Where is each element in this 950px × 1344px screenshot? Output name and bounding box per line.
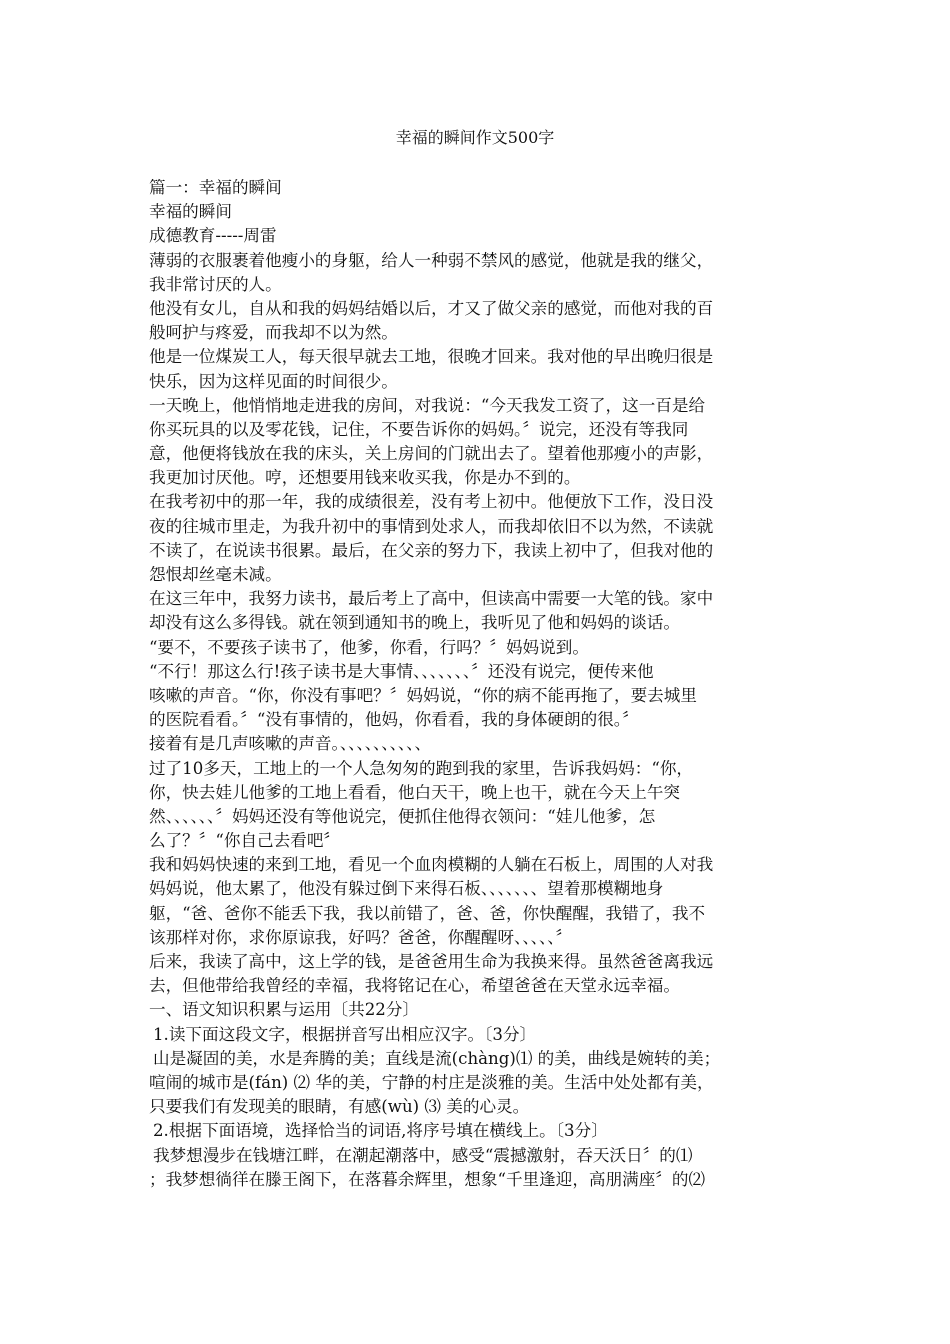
text-line: 咳嗽的声音。“你，你没有事吧？〞妈妈说，“你的病不能再拖了，要去城里 [149,685,697,705]
text-line: 却没有这么多得钱。就在领到通知书的晚上，我听见了他和妈妈的谈话。 [149,613,680,633]
document-body [149,176,801,1192]
text-line: 夜的往城市里走，为我升初中的事情到处求人，而我却依旧不以为然，不读就 [149,516,714,536]
text-line: 我和妈妈快速的来到工地，看见一个血肉模糊的人躺在石板上，周围的人对我 [149,855,714,875]
text-line: 妈妈说，他太累了，他没有躲过倒下来得石板、、、、、、、望着那模糊地身 [149,879,664,899]
text-line: 你买玩具的以及零花钱，记住，不要告诉你的妈妈。〞说完，还没有等我同 [149,419,689,439]
essay-title: 幸福的瞬间 [149,202,232,222]
text-line: 薄弱的衣服裹着他瘦小的身躯，给人一种弱不禁风的感觉，他就是我的继父， [149,250,714,270]
question-1: 1.读下面这段文字，根据拼音写出相应汉字。〔3分〕 [153,1024,537,1044]
text-line: 去，但他带给我曾经的幸福，我将铭记在心，希望爸爸在天堂永远幸福。 [149,976,680,996]
question-text-line: 只要我们有发现美的眼睛，有感(wù) ⑶ 美的心灵。 [149,1097,530,1117]
question-text-line: ；我梦想徜徉在滕王阁下，在落暮余辉里，想象“千里逢迎，高朋满座〞的⑵ [149,1169,706,1189]
text-line: 我非常讨厌的人。 [149,274,282,294]
text-line: 接着有是几声咳嗽的声音。、、、、、、、、、、 [149,734,432,754]
text-line: 我更加讨厌他。哼，还想要用钱来收买我，你是办不到的。 [149,468,581,488]
question-2: 2.根据下面语境，选择恰当的词语,将序号填在横线上。〔3分〕 [153,1121,608,1141]
text-line: 么了？〞“你自己去看吧〞 [149,831,341,851]
text-line: 后来，我读了高中，这上学的钱，是爸爸用生命为我换来得。虽然爸爸离我远 [149,952,714,971]
text-line: 意，他便将钱放在我的床头，关上房间的门就出去了。望着他那瘦小的声影， [149,444,714,464]
text-line: 躯，“爸、爸你不能丢下我，我以前错了，爸、爸，你快醒醒，我错了，我不 [149,903,706,923]
section-heading: 篇一：幸福的瞬间 [149,178,282,197]
text-line: 快乐，因为这样见面的时间很少。 [149,371,398,391]
question-text-line: 喧闹的城市是(fán) ⑵ 华的美，宁静的村庄是淡雅的美。生活中处处都有美， [149,1072,714,1092]
text-line: 该那样对你，求你原谅我，好吗？爸爸，你醒醒呀、、、、、〞 [149,927,573,947]
document-title: 幸福的瞬间作文500字 [395,128,555,147]
question-text-line: 我梦想漫步在钱塘江畔，在潮起潮落中，感受“震撼激射，吞天沃日〞的⑴ [153,1145,693,1165]
text-line: 怨恨却丝毫未减。 [149,565,282,584]
question-text-line: 山是凝固的美，水是奔腾的美；直线是流(chàng)⑴ 的美，曲线是婉转的美； [153,1048,721,1068]
text-line: “要不，不要孩子读书了，他爹，你看，行吗？〞妈妈说到。 [149,637,589,657]
text-line: 在我考初中的那一年，我的成绩很差，没有考上初中。他便放下工作，没日没 [149,492,714,512]
text-line: 他是一位煤炭工人，每天很早就去工地，很晚才回来。我对他的早出晚归很是 [149,347,714,367]
text-line: 的医院看看。〞“没有事情的，他妈，你看看，我的身体硬朗的很。〞 [149,710,639,730]
text-line: 你，快去娃儿他爹的工地上看看，他白天干，晚上也干，就在今天上午突 [149,782,680,802]
exam-section-heading: 一、语文知识积累与运用〔共22分〕 [149,1000,420,1020]
essay-author: 成德教育-----周雷 [149,226,277,246]
text-line: 过了10多天，工地上的一个人急匆匆的跑到我的家里，告诉我妈妈：“你， [149,758,694,778]
text-line: “不行！那这么行!孩子读书是大事情、、、、、、、〞还没有说完，便传来他 [149,661,654,681]
text-line: 般呵护与疼爱，而我却不以为然。 [149,323,398,343]
text-line: 一天晚上，他悄悄地走进我的房间，对我说：“今天我发工资了，这一百是给 [149,395,706,415]
text-line: 然、、、、、、〞妈妈还没有等他说完，便抓住他得衣领问：“娃儿他爹，怎 [149,806,656,826]
text-line: 在这三年中，我努力读书，最后考上了高中，但读高中需要一大笔的钱。家中 [149,589,714,609]
text-line: 他没有女儿，自从和我的妈妈结婚以后，才又了做父亲的感觉，而他对我的百 [149,298,714,318]
text-line: 不读了，在说读书很累。最后，在父亲的努力下，我读上初中了，但我对他的 [149,540,714,560]
